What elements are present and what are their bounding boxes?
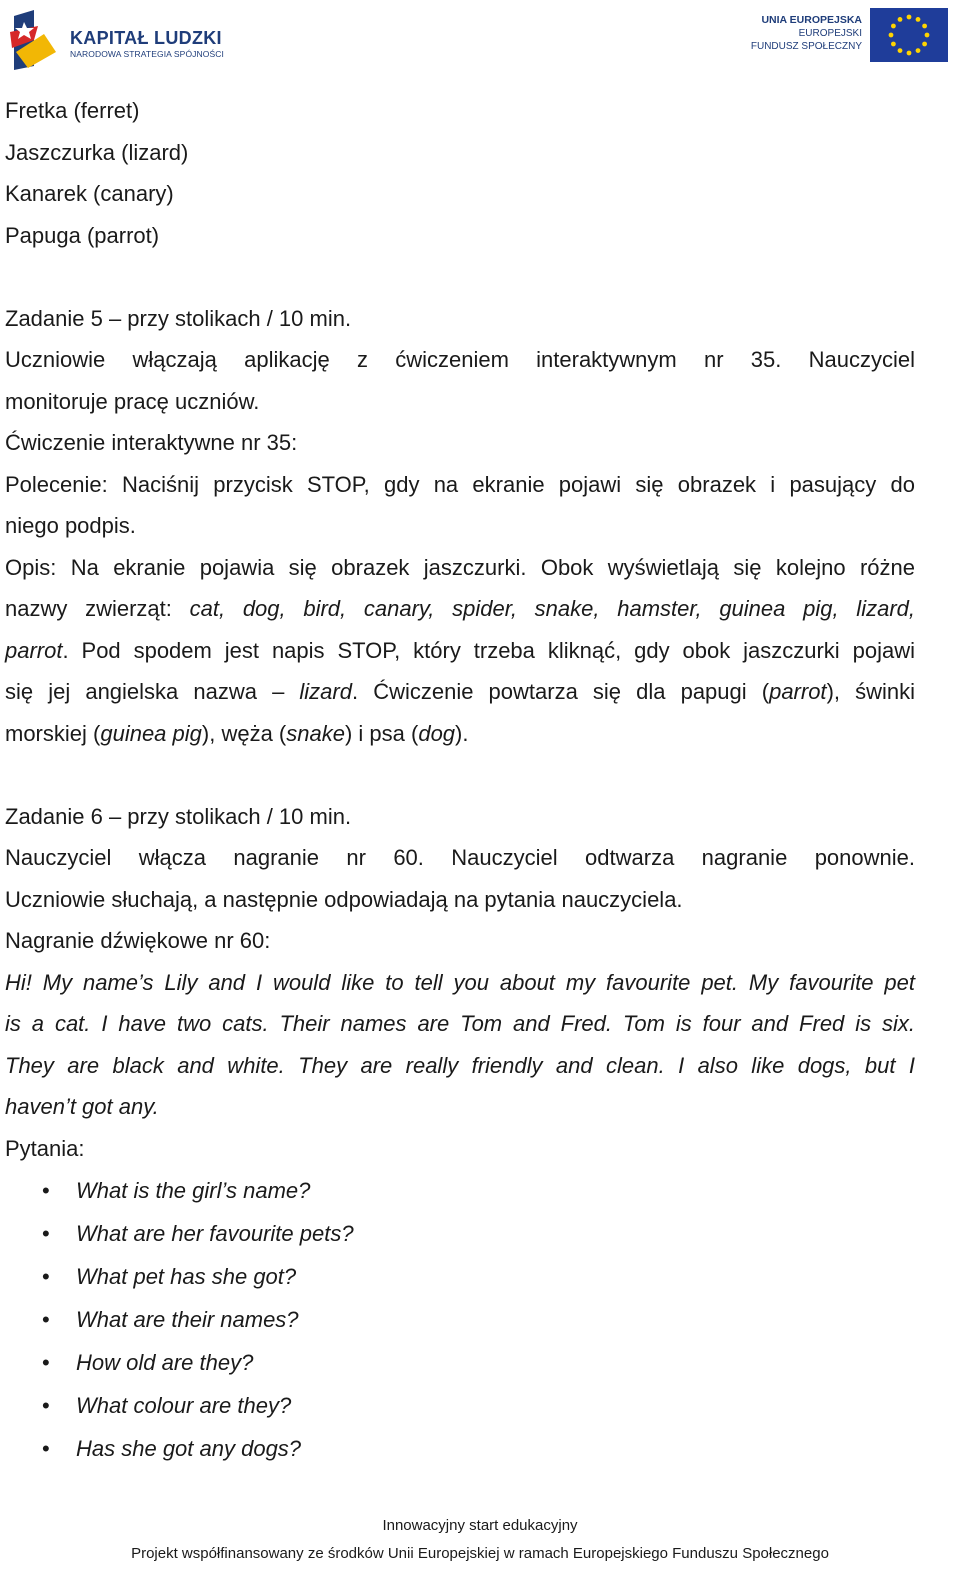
transcript-line: is a cat. I have two cats. Their names are Tom and Fred. Tom is four and Fred is six.	[5, 1011, 915, 1036]
list-item	[5, 1255, 915, 1298]
eu-flag-icon	[870, 8, 948, 62]
description-italic: guinea pig	[100, 720, 202, 746]
question-text: What pet has she got?	[76, 1264, 297, 1289]
questions-list	[5, 1169, 915, 1470]
description-text: ).	[455, 720, 469, 746]
description-text: morskiej (	[5, 720, 101, 746]
bullet-icon: •	[42, 1264, 50, 1289]
question-text: What are their names?	[76, 1307, 299, 1332]
list-item	[5, 1169, 915, 1212]
bullet-icon: •	[42, 1307, 50, 1332]
task6-paragraph-line: Uczniowie słuchają, a następnie odpowiadają na pytania nauczyciela.	[5, 886, 683, 912]
task6-heading: Zadanie 6 – przy stolikach / 10 min.	[5, 803, 352, 829]
description-text: ), świnki	[826, 679, 915, 704]
description-line	[5, 588, 915, 630]
description-text: ) i psa (	[344, 720, 419, 746]
description-line	[5, 630, 915, 672]
footer-funding-note: Projekt współfinansowany ze środków Unii Europejskiej w ramach Europejskiego Funduszu Społecznego	[131, 1545, 829, 1562]
description-text: ), węża (	[201, 720, 287, 746]
bullet-icon: •	[42, 1393, 50, 1418]
description-text: się jej angielska nazwa –	[5, 679, 300, 704]
description-text: . Pod spodem jest napis STOP, który trzeba kliknąć, gdy obok jaszczurki pojawi	[62, 637, 915, 663]
description-text: . Ćwiczenie powtarza się dla papugi (	[351, 679, 770, 704]
exercise-title: Ćwiczenie interaktywne nr 35:	[5, 430, 298, 455]
instruction-line: niego podpis.	[5, 513, 136, 538]
recording-title: Nagranie dźwiękowe nr 60:	[5, 928, 271, 953]
bullet-icon: •	[42, 1436, 50, 1461]
description-italic: cat, dog, bird, canary, spider, snake, hamster, guinea pig, lizard,	[189, 596, 915, 621]
transcript-line: haven’t got any.	[5, 1094, 159, 1119]
kapital-ludzki-emblem-icon	[8, 8, 62, 72]
animal-item: Fretka (ferret)	[5, 98, 140, 123]
list-item	[5, 1298, 915, 1341]
bullet-icon: •	[42, 1221, 50, 1246]
kapital-ludzki-logo	[8, 8, 223, 72]
eu-line-1: UNIA EUROPEJSKA	[761, 14, 862, 26]
task5-heading: Zadanie 5 – przy stolikach / 10 min.	[5, 305, 352, 331]
question-text: How old are they?	[76, 1350, 254, 1375]
footer-project-name: Innowacyjny start edukacyjny	[382, 1517, 578, 1534]
transcript-line: They are black and white. They are really friendly and clean. I also like dogs, but I	[5, 1052, 915, 1078]
kapital-ludzki-title: KAPITAŁ LUDZKI	[70, 28, 222, 48]
bullet-icon: •	[42, 1350, 50, 1375]
bullet-icon: •	[42, 1178, 50, 1203]
questions-title: Pytania:	[5, 1135, 85, 1161]
description-italic: parrot	[769, 679, 827, 704]
eu-line-2: EUROPEJSKI	[798, 28, 862, 39]
question-text: What colour are they?	[76, 1393, 292, 1418]
description-line	[5, 713, 915, 755]
description-line	[5, 671, 915, 713]
task5-paragraph-line: Uczniowie włączają aplikację z ćwiczeniem interaktywnym nr 35. Nauczyciel	[5, 347, 915, 372]
kapital-ludzki-subtitle: NARODOWA STRATEGIA SPÓJNOŚCI	[70, 49, 224, 59]
question-text: Has she got any dogs?	[76, 1436, 302, 1461]
list-item	[5, 1427, 915, 1470]
document-body	[5, 90, 915, 1470]
list-item	[5, 1212, 915, 1255]
instruction-line: Polecenie: Naciśnij przycisk STOP, gdy na ekranie pojawi się obrazek i pasujący do	[5, 471, 915, 497]
page-header	[0, 0, 960, 80]
page-footer	[0, 1516, 960, 1564]
eu-logo	[748, 8, 948, 64]
task5-paragraph-line: monitoruje pracę uczniów.	[5, 388, 260, 414]
eu-line-3: FUNDUSZ SPOŁECZNY	[750, 41, 862, 52]
question-text: What are her favourite pets?	[76, 1221, 354, 1246]
description-italic: snake	[286, 720, 345, 746]
description-text: nazwy zwierząt:	[5, 596, 190, 621]
description-italic: lizard	[299, 679, 352, 704]
list-item	[5, 1384, 915, 1427]
animal-item: Jaszczurka (lizard)	[5, 139, 189, 165]
description-italic: dog	[418, 720, 456, 746]
transcript-line: Hi! My name’s Lily and I would like to tell you about my favourite pet. My favourite pet	[5, 969, 915, 995]
animal-item: Kanarek (canary)	[5, 181, 174, 206]
question-text: What is the girl’s name?	[76, 1178, 311, 1203]
description-italic: parrot	[5, 637, 63, 663]
list-item	[5, 1341, 915, 1384]
description-line: Opis: Na ekranie pojawia się obrazek jaszczurki. Obok wyświetlają się kolejno różne	[5, 554, 915, 580]
animal-item: Papuga (parrot)	[5, 222, 160, 248]
task6-paragraph-line: Nauczyciel włącza nagranie nr 60. Nauczyciel odtwarza nagranie ponownie.	[5, 845, 915, 870]
